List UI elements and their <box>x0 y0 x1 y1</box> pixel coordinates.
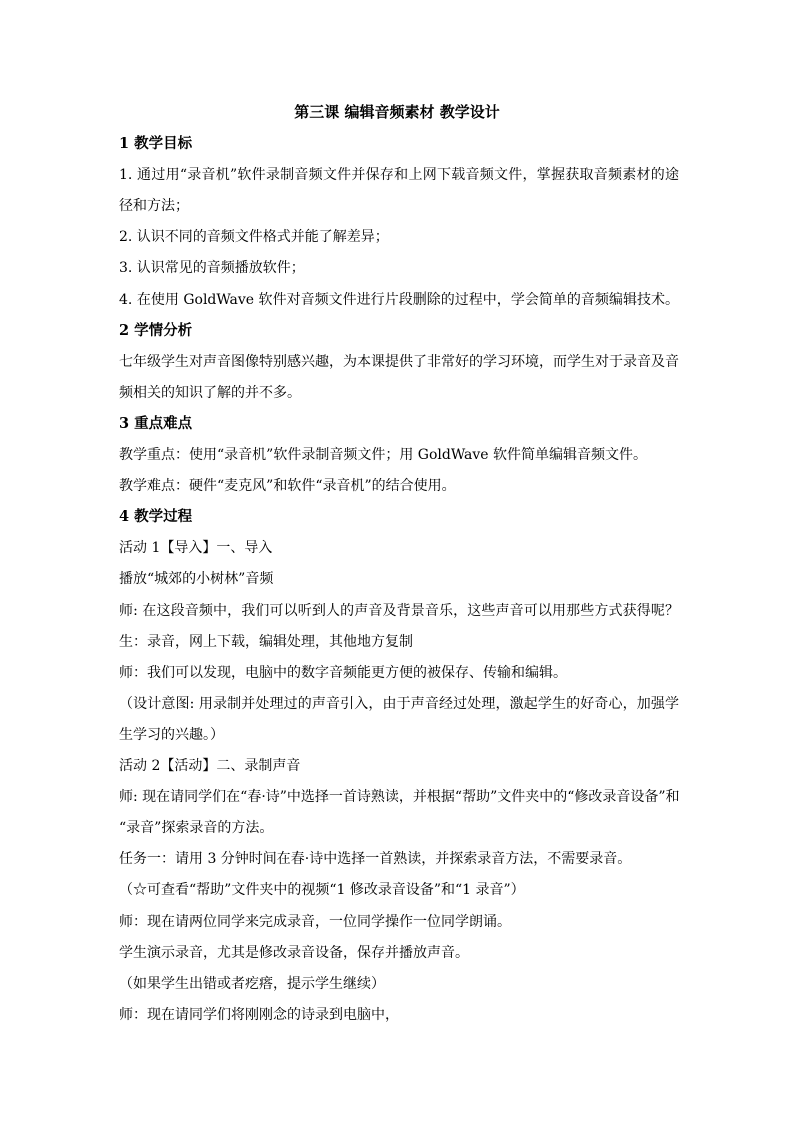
body-text-line: 频相关的知识了解的并不多。 <box>119 384 301 401</box>
body-text-line: 活动 1【导入】一、导入 <box>119 540 273 557</box>
body-text-line: 1. 通过用“录音机”软件录制音频文件并保存和上网下载音频文件，掌握获取音频素材的途 <box>119 167 679 184</box>
section-heading: 1 教学目标 <box>119 135 193 152</box>
body-text-line: 活动 2【活动】二、录制声音 <box>119 758 301 774</box>
body-text-line: 生学习的兴趣。） <box>119 726 224 743</box>
body-text-line: 师: 现在请同学们在“春·诗”中选择一首诗熟读，并根据“帮助”文件夹中的“修改录音设备”和 <box>119 789 680 806</box>
body-text-line: “录音”探索录音的方法。 <box>119 820 274 837</box>
body-text-line: 师：现在请同学们将刚刚念的诗录到电脑中， <box>119 1006 399 1023</box>
body-text-line: 教学难点：硬件“麦克风”和软件“录音机”的结合使用。 <box>119 478 456 495</box>
body-text-line: 七年级学生对声音图像特别感兴趣，为本课提供了非常好的学习环境，而学生对于录音及音 <box>119 353 679 370</box>
body-text-line: 任务一：请用 3 分钟时间在春·诗中选择一首熟读，并探索录音方法，不需要录音。 <box>119 851 632 868</box>
section-heading: 3 重点难点 <box>119 414 193 432</box>
body-text-line: 播放“城郊的小树林”音频 <box>119 571 274 588</box>
body-text-line: 师：我们可以发现，电脑中的数字音频能更方便的被保存、传输和编辑。 <box>119 664 567 681</box>
section-heading: 4 教学过程 <box>119 508 193 526</box>
body-text-line: （设计意图: 用录制并处理过的声音引入，由于声音经过处理，激起学生的好奇心，加强学 <box>119 695 679 712</box>
body-text-line: （☆可查看“帮助”文件夹中的视频“1 修改录音设备”和“1 录音”） <box>119 882 525 899</box>
body-text-line: 生：录音，网上下载，编辑处理，其他地方复制 <box>119 633 413 650</box>
body-text-line: 径和方法； <box>119 198 189 215</box>
body-text-line: 2. 认识不同的音频文件格式并能了解差异； <box>119 229 389 246</box>
section-heading: 2 学情分析 <box>119 321 193 339</box>
body-text-line: 3. 认识常见的音频播放软件； <box>119 260 305 277</box>
body-text-line: 师: 在这段音频中，我们可以听到人的声音及背景音乐，这些声音可以用那些方式获得呢？ <box>119 602 679 619</box>
body-text-line: 教学重点：使用“录音机”软件录制音频文件；用 GoldWave 软件简单编辑音频文件。 <box>119 447 647 463</box>
document-title: 第三课 编辑音频素材 教学设计 <box>294 103 500 121</box>
body-text-line: 师：现在请两位同学来完成录音，一位同学操作一位同学朗诵。 <box>119 913 511 930</box>
body-text-line: （如果学生出错或者疙瘩，提示学生继续） <box>119 975 385 992</box>
body-text-line: 学生演示录音，尤其是修改录音设备，保存并播放声音。 <box>119 944 469 961</box>
body-text-line: 4. 在使用 GoldWave 软件对音频文件进行片段删除的过程中，学会简单的音频编辑技术。 <box>119 291 679 308</box>
